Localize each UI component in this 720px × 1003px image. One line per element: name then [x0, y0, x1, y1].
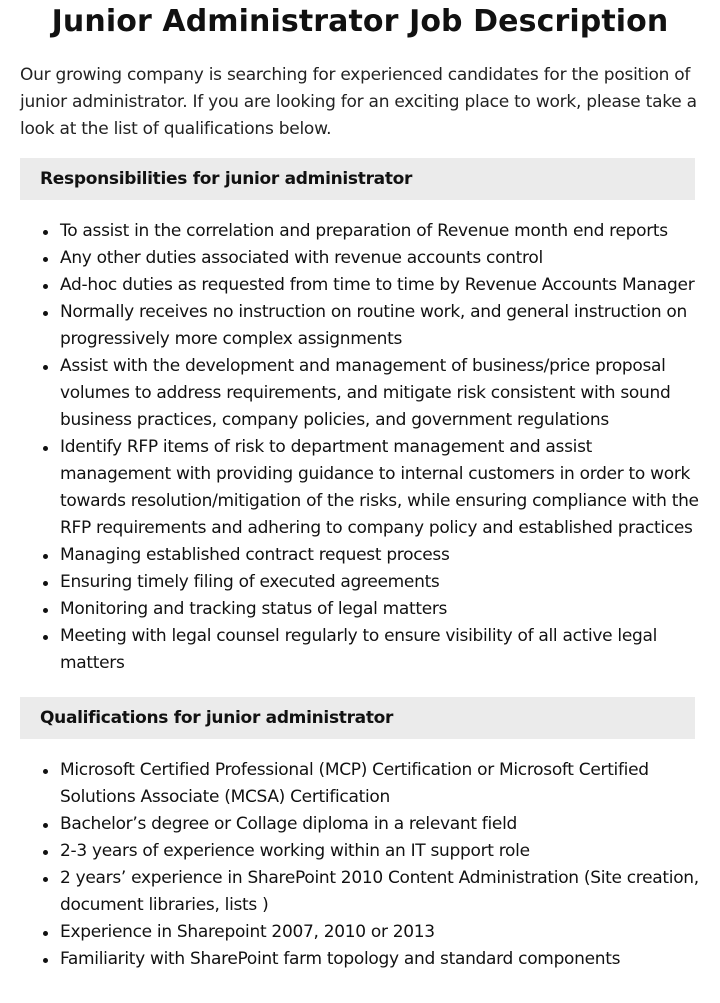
bullet-dot-icon [43, 311, 48, 316]
bullet-dot-icon [43, 554, 48, 559]
list-item [60, 623, 720, 677]
bullet-dot-icon [43, 608, 48, 613]
bullet-dot-icon [43, 931, 48, 936]
bullet-dot-icon [43, 581, 48, 586]
list-item [60, 434, 720, 542]
bullet-dot-icon [43, 230, 48, 235]
list-item [60, 353, 720, 434]
list-item-text: Ad-hoc duties as requested from time to time by Revenue Accounts Manager [60, 275, 695, 295]
bullet-dot-icon [43, 850, 48, 855]
list-item-text: To assist in the correlation and preparation of Revenue month end reports [60, 221, 668, 241]
qualifications-heading: Qualifications for junior administrator [20, 697, 695, 739]
bullet-dot-icon [43, 823, 48, 828]
qualifications-list [0, 757, 720, 973]
list-item-text: Managing established contract request process [60, 545, 450, 565]
list-item-text: Experience in Sharepoint 2007, 2010 or 2013 [60, 922, 435, 942]
list-item [60, 757, 720, 811]
list-item-text: Identify RFP items of risk to department management and assist management with providing guidance to internal customers in order to work towards resolution/mitigation of the risks, while ensuring compliance with the RFP requirements and adhering to company policy and established practices [60, 437, 699, 538]
list-item-text: Monitoring and tracking status of legal matters [60, 599, 448, 619]
list-item-text: Normally receives no instruction on routine work, and general instruction on progressively more complex assignments [60, 302, 687, 349]
page-title: Junior Administrator Job Description [51, 4, 669, 39]
list-item [60, 919, 720, 946]
list-item-text: Bachelor’s degree or Collage diploma in a relevant field [60, 814, 517, 834]
list-item [60, 299, 720, 353]
list-item [60, 946, 720, 973]
bullet-dot-icon [43, 769, 48, 774]
responsibilities-list [0, 218, 720, 677]
intro-paragraph: Our growing company is searching for experienced candidates for the position of junior administrator. If you are looking for an exciting place to work, please take a look at the list of qualifications below. [20, 65, 697, 139]
list-item-text: Ensuring timely filing of executed agreements [60, 572, 440, 592]
list-item [60, 838, 720, 865]
responsibilities-heading: Responsibilities for junior administrator [20, 158, 695, 200]
bullet-dot-icon [43, 958, 48, 963]
list-item-text: Microsoft Certified Professional (MCP) Certification or Microsoft Certified Solutions Associate (MCSA) Certification [60, 760, 649, 807]
list-item [60, 245, 720, 272]
list-item [60, 218, 720, 245]
list-item [60, 542, 720, 569]
list-item [60, 569, 720, 596]
list-item-text: Meeting with legal counsel regularly to ensure visibility of all active legal matters [60, 626, 658, 673]
list-item-text: Any other duties associated with revenue accounts control [60, 248, 543, 268]
list-item [60, 811, 720, 838]
bullet-dot-icon [43, 284, 48, 289]
bullet-dot-icon [43, 446, 48, 451]
list-item [60, 865, 720, 919]
bullet-dot-icon [43, 877, 48, 882]
bullet-dot-icon [43, 365, 48, 370]
list-item [60, 272, 720, 299]
list-item-text: Assist with the development and management of business/price proposal volumes to address requirements, and mitigate risk consistent with sound business practices, company policies, and government regulations [60, 356, 671, 430]
list-item-text: Familiarity with SharePoint farm topology and standard components [60, 949, 621, 969]
list-item-text: 2-3 years of experience working within an IT support role [60, 841, 530, 861]
list-item [60, 596, 720, 623]
list-item-text: 2 years’ experience in SharePoint 2010 Content Administration (Site creation, document libraries, lists ) [60, 868, 699, 915]
bullet-dot-icon [43, 635, 48, 640]
bullet-dot-icon [43, 257, 48, 262]
